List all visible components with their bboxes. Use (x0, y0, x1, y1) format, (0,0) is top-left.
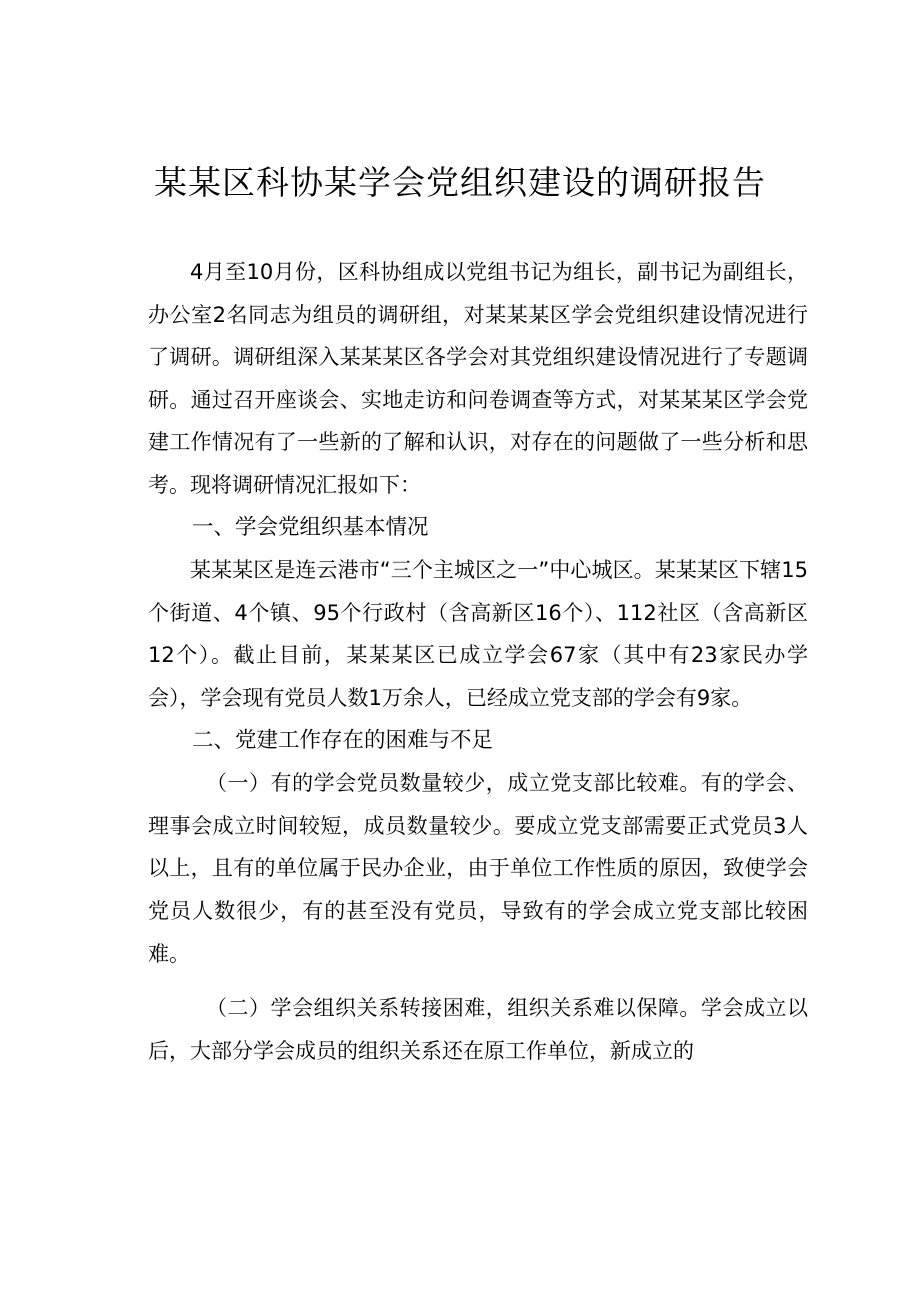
paragraph-difficulty-2: （二）学会组织关系转接困难，组织关系难以保障。学会成立以后，大部分学会成员的组织关系还在原工作单位，新成立的 (148, 996, 808, 1063)
document-body (148, 251, 808, 1072)
paragraph-difficulty-1: （一）有的学会党员数量较少，成立党支部比较难。有的学会、理事会成立时间较短，成员数量较少。要成立党支部需要正式党员3人以上，且有的单位属于民办企业，由于单位工作性质的原因，致使学会党员人数很少，有的甚至没有党员，导致有的学会成立党支部比较困难。 (148, 771, 808, 966)
paragraph-basic-situation: 某某某区是连云港市“三个主城区之一”中心城区。某某某区下辖15个街道、4个镇、95个行政村（含高新区16个）、112社区（含高新区12个）。截止目前，某某某区已成立学会67家（其中有23家民办学会），学会现有党员人数1万余人，已经成立党支部的学会有9家。 (148, 558, 808, 710)
section-heading-2: 二、党建工作存在的困难与不足 (192, 727, 494, 753)
section-heading-1: 一、学会党组织基本情况 (192, 514, 429, 540)
document-title: 某某区科协某学会党组织建设的调研报告 (154, 163, 766, 202)
paragraph-intro: 4月至10月份，区科协组成以党组书记为组长，副书记为副组长，办公室2名同志为组员的调研组，对某某某区学会党组织建设情况进行了调研。调研组深入某某某区各学会对其党组织建设情况进行了专题调研。通过召开座谈会、实地走访和问卷调查等方式，对某某某区学会党建工作情况有了一些新的了解和认识，对存在的问题做了一些分析和思考。现将调研情况汇报如下： (148, 260, 808, 497)
